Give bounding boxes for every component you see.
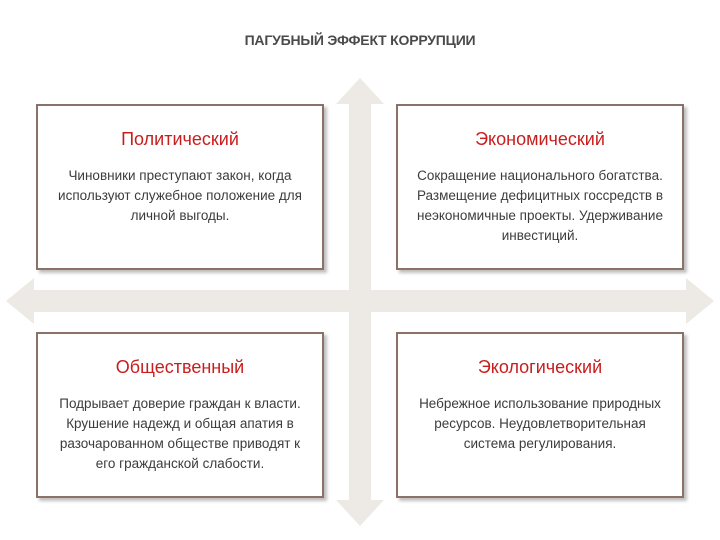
social-title: Общественный — [115, 357, 245, 377]
political-text: Чиновники преступают закон, когда используют служебное положение для личной выгоды. — [58, 168, 302, 223]
ecological-box — [396, 332, 684, 498]
ecological-text: Небрежное использование природных ресурсов. Неудовлетворительная система регулирования. — [419, 396, 661, 451]
economic-box — [396, 104, 684, 270]
slide-title: ПАГУБНЫЙ ЭФФЕКТ КОРРУПЦИИ — [244, 32, 476, 48]
political-box — [36, 104, 324, 270]
political-title: Политический — [121, 129, 239, 149]
ecological-title: Экологический — [477, 357, 603, 377]
social-box — [36, 332, 324, 498]
economic-title: Экономический — [475, 129, 605, 149]
economic-text: Сокращение национального богатства. Размещение дефицитных госсредств в неэкономичные проекты. Удерживание инвестиций. — [416, 168, 664, 243]
social-text: Подрывает доверие граждан к власти. Крушение надежд и общая апатия в разочарованном обществе приводят к его гражданской слабости. — [59, 396, 301, 471]
